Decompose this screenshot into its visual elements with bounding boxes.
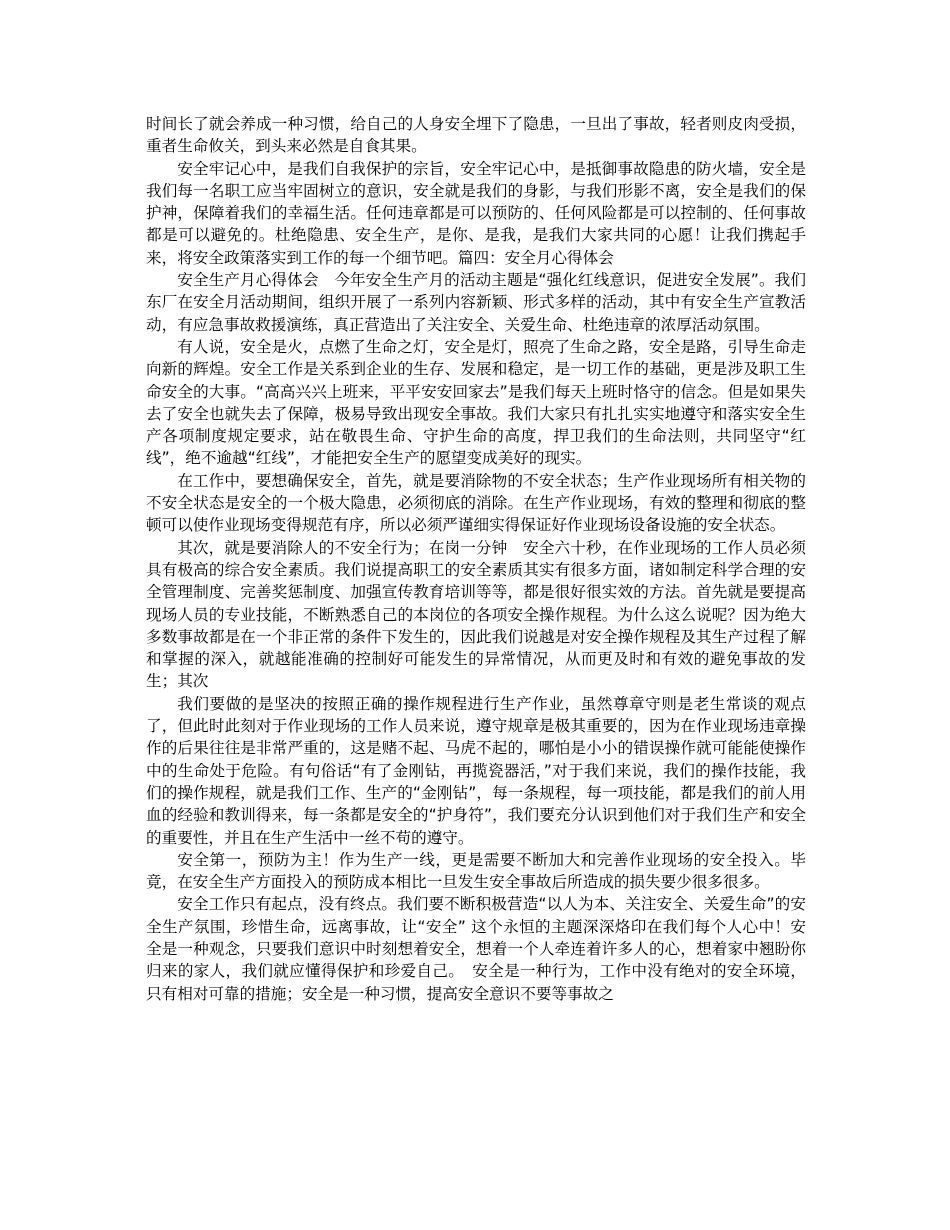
document-body <box>146 113 806 1005</box>
paragraph: 安全工作只有起点，没有终点。我们要不断积极营造“以人为本、关注安全、关爱生命”的安全生产氛围，珍惜生命，远离事故，让“安全” 这个永恒的主题深深烙印在我们每个人心中！安全是一种观念，只要我们意识中时刻想着安全，想着一个人牵连着许多人的心，想着家中翘盼你归来的家人，我们就应懂得保护和珍爱自己。 安全是一种行为，工作中没有绝对的安全环境，只有相对可靠的措施；安全是一种习惯，提高安全意识不要等事故之 <box>146 895 806 1003</box>
paragraph: 安全生产月心得体会 今年安全生产月的活动主题是“强化红线意识，促进安全发展”。我们东厂在安全月活动期间，组织开展了一系列内容新颖、形式多样的活动，其中有安全生产宣教活动，有应急事故救援演练，真正营造出了关注安全、关爱生命、杜绝违章的浓厚活动氛围。 <box>146 271 806 334</box>
paragraph: 在工作中，要想确保安全，首先，就是要消除物的不安全状态；生产作业现场所有相关物的不安全状态是安全的一个极大隐患，必须彻底的消除。在生产作业现场，有效的整理和彻底的整顿可以使作业现场变得规范有序，所以必须严谨细实得保证好作业现场设备设施的安全状态。 <box>146 471 806 535</box>
paragraph: 我们要做的是坚决的按照正确的操作规程进行生产作业，虽然尊章守则是老生常谈的观点了，但此时此刻对于作业现场的工作人员来说，遵守规章是极其重要的，因为在作业现场违章操作的后果往往是非常严重的，这是赌不起、马虎不起的，哪怕是小小的错误操作就可能能使操作中的生命处于危险。有句俗话“有了金刚钻，再揽瓷器活，”对于我们来说，我们的操作技能，我们的操作规程，就是我们工作、生产的“金刚钻”，每一条规程，每一项技能，都是我们的前人用血的经验和教训得来，每一条都是安全的“护身符”，我们要充分认识到他们对于我们生产和安全的重要性，并且在生产生活中一丝不苟的遵守。 <box>146 694 806 847</box>
paragraph: 安全第一，预防为主！作为生产一线，更是需要不断加大和完善作业现场的安全投入。毕竟，在安全生产方面投入的预防成本相比一旦发生安全事故后所造成的损失要少很多很多。 <box>146 850 806 892</box>
paragraph: 其次，就是要消除人的不安全行为；在岗一分钟 安全六十秒，在作业现场的工作人员必须具有极高的综合安全素质。我们说提高职工的安全素质其实有很多方面，诸如制定科学合理的安全管理制度、完善奖惩制度、加强宣传教育培训等等，都是很好很实效的方法。首先就是要提高现场人员的专业技能，不断熟悉自己的本岗位的各项安全操作规程。为什么这么说呢？因为绝大多数事故都是在一个非正常的条件下发生的，因此我们说越是对安全操作规程及其生产过程了解和掌握的深入，就越能准确的控制好可能发生的异常情况，从而更及时和有效的避免事故的发生；其次 <box>146 538 806 691</box>
paragraph: 安全牢记心中，是我们自我保护的宗旨，安全牢记心中，是抵御事故隐患的防火墙，安全是我们每一名职工应当牢固树立的意识，安全就是我们的身影，与我们形影不离，安全是我们的保护神，保障着我们的幸福生活。任何违章都是可以预防的、任何风险都是可以控制的、任何事故都是可以避免的。杜绝隐患、安全生产，是你、是我，是我们大家共同的心愿！让我们携起手来，将安全政策落实到工作的每一个细节吧。篇四：安全月心得体会 <box>146 159 806 267</box>
paragraph: 有人说，安全是火，点燃了生命之灯，安全是灯，照亮了生命之路，安全是路，引导生命走向新的辉煌。安全工作是关系到企业的生存、发展和稳定，是一切工作的基础，更是涉及职工生命安全的大事。“高高兴兴上班来，平平安安回家去”是我们每天上班时恪守的信念。但是如果失去了安全也就失去了保障，极易导致出现安全事故。我们大家只有扎扎实实地遵守和落实安全生产各项制度规定要求，站在敬畏生命、守护生命的高度，捍卫我们的生命法则，共同坚守“红线”，绝不逾越“红线”，才能把安全生产的愿望变成美好的现实。 <box>146 337 806 468</box>
paragraph: 时间长了就会养成一种习惯，给自己的人身安全埋下了隐患，一旦出了事故，轻者则皮肉受损，重者生命攸关，到头来必然是自食其果。 <box>146 115 806 156</box>
